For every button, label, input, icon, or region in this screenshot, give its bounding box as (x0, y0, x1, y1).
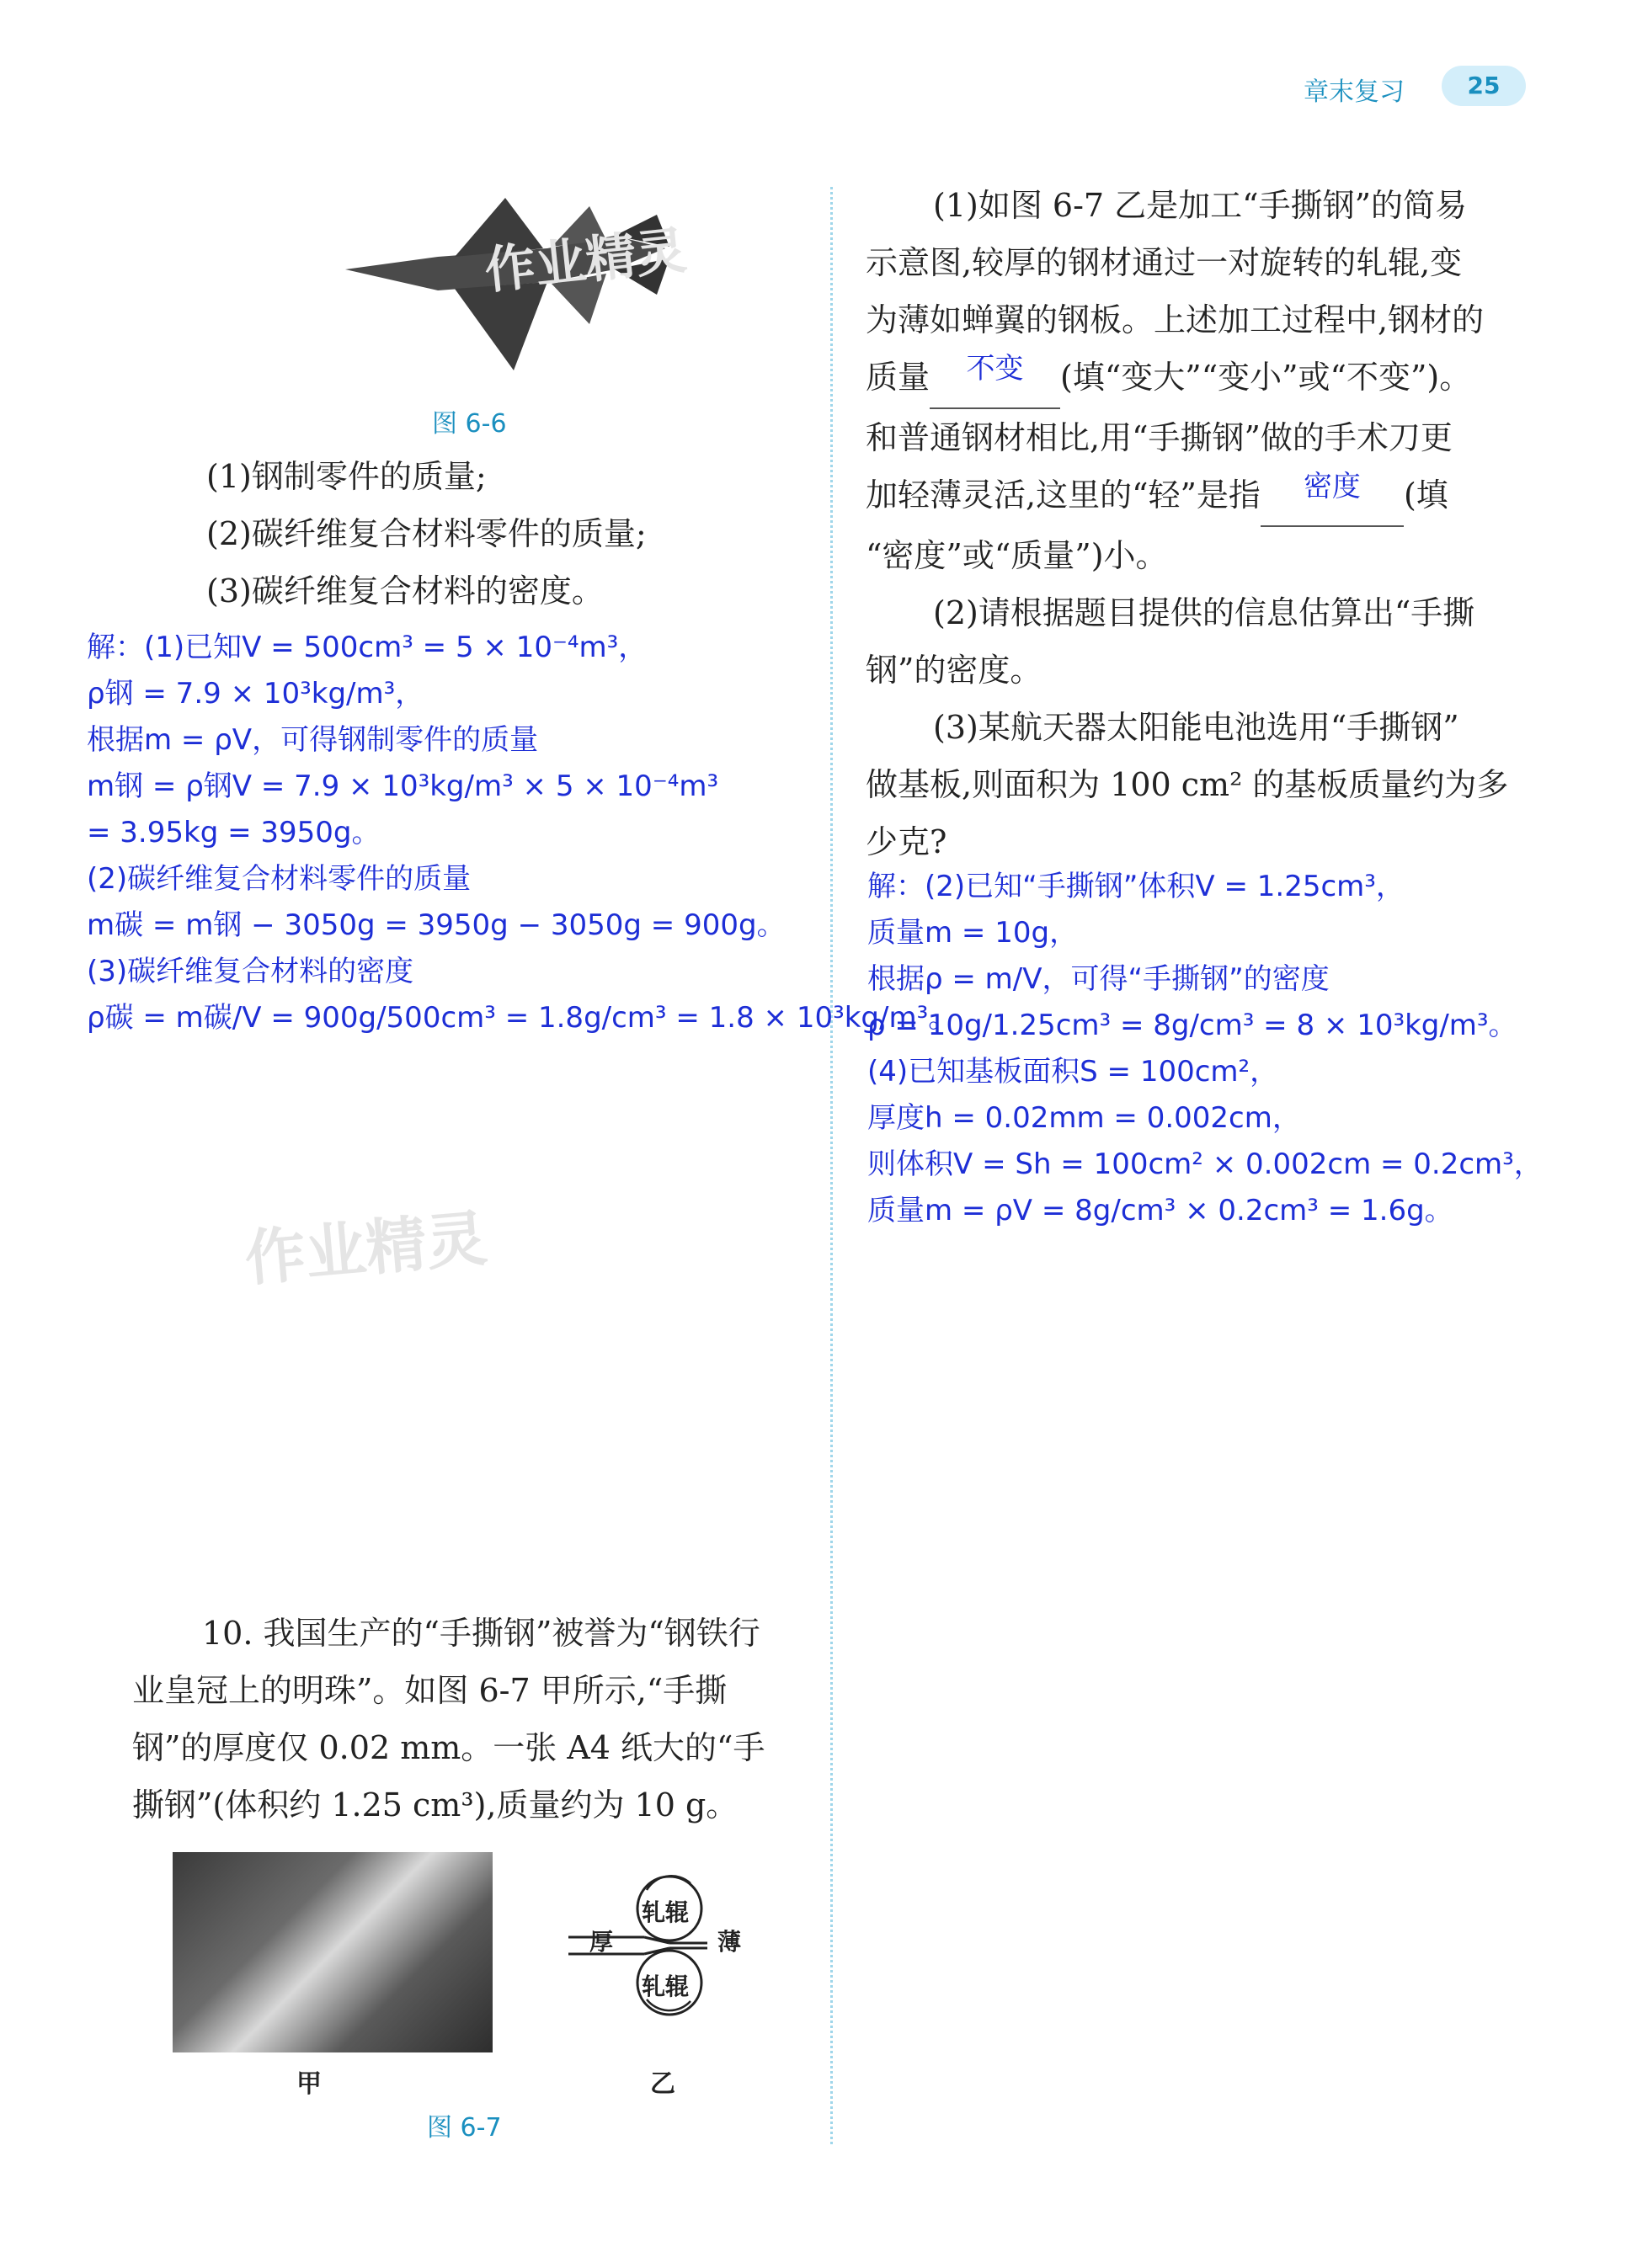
solution-line: = 3.95kg = 3950g。 (87, 816, 381, 849)
watermark-small: 作业精灵 (482, 221, 690, 301)
question-9-3: (3)碳纤维复合材料的密度。 (206, 572, 604, 610)
solution-line: ρ碳 = m碳/V = 900g/500cm³ = 1.8g/cm³ = 1.8 × 10³kg/m³。 (87, 1001, 957, 1035)
solution-line: ρ = 10g/1.25cm³ = 8g/cm³ = 8 × 10³kg/m³。 (867, 1009, 1517, 1042)
text-fragment: 质量 (866, 359, 930, 396)
solution-line: 根据ρ = m/V，可得“手撕钢”的密度 (867, 962, 1330, 996)
question-10-body (132, 1662, 765, 1834)
question-10-line: 业皇冠上的明珠”。如图 6-7 甲所示,“手撕 (132, 1672, 728, 1709)
text-fragment: (填“变大”“变小”或“不变”)。 (1060, 359, 1472, 396)
solution-line: 质量m = ρV = 8g/cm³ × 0.2cm³ = 1.6g。 (867, 1194, 1453, 1227)
text-line: 做基板,则面积为 100 cm² 的基板质量约为多 (866, 766, 1509, 803)
question-10 (202, 1605, 760, 1662)
right-question-1 (866, 177, 1508, 870)
solution-line: m碳 = m钢 − 3050g = 3950g − 3050g = 900g。 (87, 908, 786, 942)
text-line: 和普通钢材相比,用“手撕钢”做的手术刀更 (866, 419, 1453, 456)
figure-label-yi: 乙 (650, 2069, 675, 2099)
solution-line: 厚度h = 0.02mm = 0.002cm， (867, 1101, 1301, 1135)
text-fragment: 加轻薄灵活,这里的“轻”是指 (866, 476, 1261, 514)
solution-right (867, 864, 1543, 1234)
figure-caption-6-7: 图 6-7 (427, 2113, 502, 2143)
page-number-badge: 25 (1442, 66, 1526, 106)
question-9-1: (1)钢制零件的质量; (206, 458, 487, 495)
label-thick: 厚 (589, 1928, 614, 1956)
text-line: “密度”或“质量”)小。 (866, 537, 1168, 574)
question-10-line: 10. 我国生产的“手撕钢”被誉为“钢铁行 (202, 1615, 760, 1652)
text-line: 为薄如蝉翼的钢板。上述加工过程中,钢材的 (866, 301, 1485, 338)
solution-line: 则体积V = Sh = 100cm² × 0.002cm = 0.2cm³， (867, 1147, 1543, 1181)
label-thin: 薄 (717, 1928, 742, 1956)
text-line (866, 466, 1508, 527)
column-divider (830, 187, 833, 2144)
roller-label-top: 轧辊 (642, 1898, 690, 1926)
answer-unchanged: 不变 (966, 352, 1024, 386)
solution-line: m钢 = ρ钢V = 7.9 × 10³kg/m³ × 5 × 10⁻⁴m³ (87, 769, 719, 803)
roller-label-bottom: 轧辊 (642, 1973, 690, 2000)
solution-line: 根据m = ρV，可得钢制零件的质量 (87, 723, 539, 757)
solution-line: (2)碳纤维复合材料零件的质量 (87, 862, 472, 896)
solution-left (87, 625, 957, 1041)
question-9-2: (2)碳纤维复合材料零件的质量; (206, 515, 647, 552)
answer-blank-mass (930, 349, 1060, 409)
solution-line: (4)已知基板面积S = 100cm²， (867, 1055, 1279, 1089)
text-line: 示意图,较厚的钢材通过一对旋转的轧辊,变 (866, 244, 1463, 281)
question-10-line: 撕钢”(体积约 1.25 cm³),质量约为 10 g。 (132, 1786, 739, 1823)
figure-label-jia: 甲 (296, 2069, 322, 2099)
solution-line: ρ钢 = 7.9 × 10³kg/m³， (87, 677, 424, 711)
solution-line: 质量m = 10g， (867, 916, 1079, 950)
solution-line: 解：(2)已知“手撕钢”体积V = 1.25cm³， (867, 870, 1405, 903)
figure-caption-6-6: 图 6-6 (432, 409, 507, 439)
question-10-line: 钢”的厚度仅 0.02 mm。一张 A4 纸大的“手 (132, 1729, 765, 1766)
hand-tearing-steel-photo (173, 1852, 493, 2052)
text-fragment: (填 (1403, 476, 1448, 514)
text-line: (2)请根据题目提供的信息估算出“手撕 (933, 594, 1475, 631)
solution-line: (3)碳纤维复合材料的密度 (87, 955, 414, 988)
solution-line: 解：(1)已知V = 500cm³ = 5 × 10⁻⁴m³， (87, 631, 648, 664)
text-line: (1)如图 6-7 乙是加工“手撕钢”的简易 (933, 187, 1468, 224)
text-line: (3)某航天器太阳能电池选用“手撕钢” (933, 709, 1459, 746)
text-line: 钢”的密度。 (866, 652, 1042, 689)
text-line: 少克? (866, 823, 947, 860)
text-line (866, 349, 1508, 409)
watermark-large: 作业精灵 (242, 1202, 490, 1295)
answer-density: 密度 (1303, 470, 1361, 503)
section-title: 章末复习 (1304, 77, 1405, 107)
answer-blank-light (1261, 466, 1404, 527)
